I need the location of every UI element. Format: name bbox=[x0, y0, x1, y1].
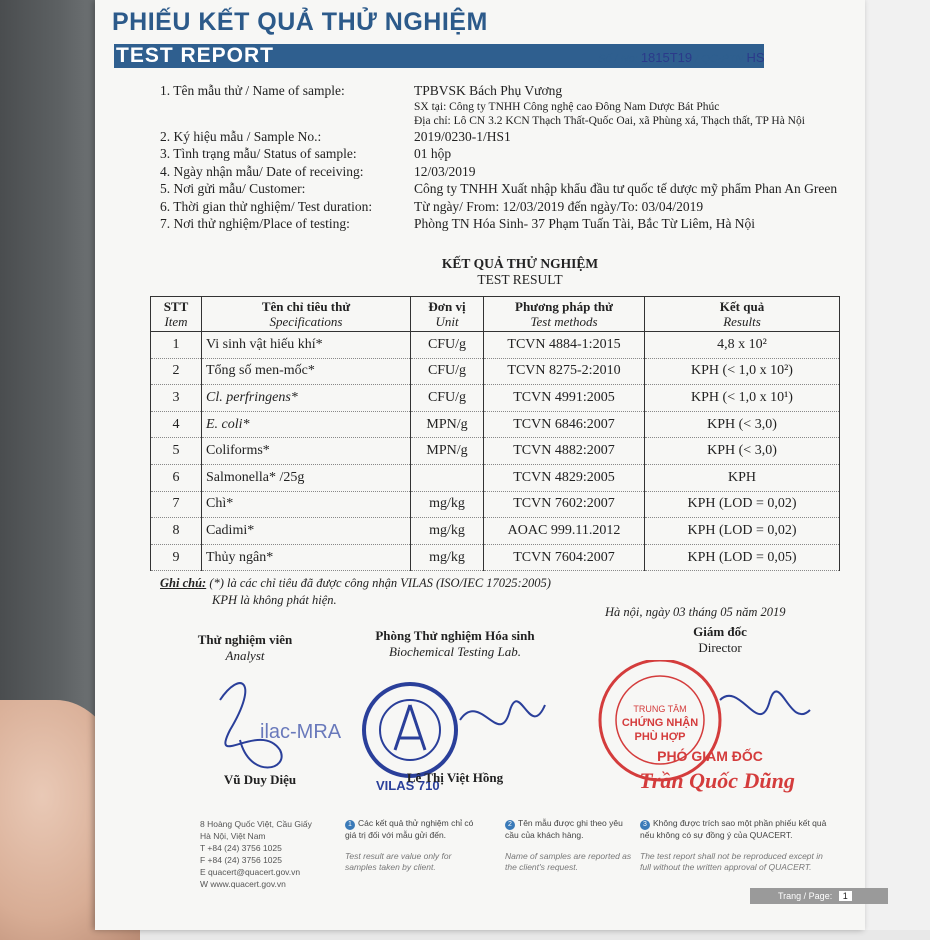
col-header-spec: Tên chỉ tiêu thử Specifications bbox=[202, 297, 411, 332]
cell-stt: 2 bbox=[151, 358, 202, 385]
footer-note-3-en: The test report shall not be reproduced except in full without the written approval of QUACERT. bbox=[640, 851, 823, 872]
info-value: SX tại: Công ty TNHH Công nghệ cao Đông Nam Dược Bát Phúc bbox=[414, 100, 720, 113]
cell-unit: CFU/g bbox=[411, 358, 484, 385]
cell-stt: 3 bbox=[151, 385, 202, 412]
cell-method: TCVN 4882:2007 bbox=[484, 438, 645, 465]
table-row bbox=[151, 464, 840, 491]
address-line: W www.quacert.gov.vn bbox=[200, 879, 286, 889]
cell-unit: mg/kg bbox=[411, 491, 484, 518]
cell-result: KPH (< 3,0) bbox=[645, 411, 840, 438]
cell-result: KPH (LOD = 0,05) bbox=[645, 544, 840, 571]
cell-result: KPH (< 3,0) bbox=[645, 438, 840, 465]
deputy-title: PHÓ GIÁM ĐỐC bbox=[657, 748, 763, 764]
deputy-name: Trần Quốc Dũng bbox=[639, 768, 795, 793]
result-heading-vn: KẾT QUẢ THỬ NGHIỆM bbox=[441, 256, 599, 271]
col-header-stt: STT Item bbox=[151, 297, 202, 332]
cell-result: KPH (< 1,0 x 10²) bbox=[645, 358, 840, 385]
table-row bbox=[151, 491, 840, 518]
info-value: 01 hộp bbox=[414, 146, 452, 161]
cell-spec: Tổng số men-mốc* bbox=[202, 358, 411, 385]
lab-title: Phòng Thử nghiệm Hóa sinh bbox=[375, 628, 535, 643]
report-number-suffix: / QC-PTN bbox=[695, 53, 744, 65]
col-header-result: Kết quả Results bbox=[645, 297, 840, 332]
table-row bbox=[151, 438, 840, 465]
info-label: 3. Tình trạng mẫu/ Status of sample: bbox=[160, 146, 357, 161]
info-row bbox=[160, 198, 860, 216]
result-heading bbox=[420, 256, 620, 288]
svg-text:ilac-MRA: ilac-MRA bbox=[260, 721, 342, 743]
cell-unit: MPN/g bbox=[411, 411, 484, 438]
info-label: 2. Ký hiệu mẫu / Sample No.: bbox=[160, 128, 322, 144]
info-label: 5. Nơi gửi mẫu/ Customer: bbox=[160, 181, 306, 196]
analyst-title-en: Analyst bbox=[225, 648, 265, 663]
analyst-name: Vũ Duy Diệu bbox=[223, 772, 297, 787]
cell-spec: Coliforms* bbox=[202, 438, 411, 465]
info-label: 6. Thời gian thử nghiệm/ Test duration: bbox=[160, 198, 373, 214]
info-value: TPBVSK Bách Phụ Vương bbox=[414, 83, 563, 98]
footer-note-1: 1 Các kết quả thử nghiệm chỉ có giá trị đối với mẫu gửi đến. Test result are value only for samples taken by client. bbox=[345, 818, 474, 872]
cell-spec: Cl. perfringens* bbox=[202, 385, 411, 412]
info-label: 7. Nơi thử nghiệm/Place of testing: bbox=[160, 216, 350, 231]
address-line: 8 Hoàng Quốc Việt, Cầu Giấy bbox=[200, 819, 312, 829]
cell-result: 4,8 x 10² bbox=[645, 332, 840, 359]
info-label bbox=[160, 100, 414, 114]
info-row bbox=[160, 128, 860, 146]
cell-unit: CFU/g bbox=[411, 332, 484, 359]
cell-spec: Chì* bbox=[202, 491, 411, 518]
svg-text:CHỨNG NHẬN: CHỨNG NHẬN bbox=[621, 717, 699, 729]
cell-method: TCVN 8275-2:2010 bbox=[484, 358, 645, 385]
col-header-method: Phương pháp thử Test methods bbox=[484, 297, 645, 332]
svg-text:TRUNG TÂM: TRUNG TÂM bbox=[633, 704, 687, 714]
results-table bbox=[150, 296, 840, 571]
result-heading-en: TEST RESULT bbox=[477, 272, 563, 287]
footer-note-2-en: Name of samples are reported as the client's request. bbox=[505, 851, 632, 872]
footer-note-3: 3 Không được trích sao một phần phiếu kết quả nếu không có sự đồng ý của QUACERT. The test report shall not be reproduced except in full without the written approval of QUACERT. bbox=[640, 818, 830, 873]
info-row bbox=[160, 215, 860, 233]
cell-stt: 5 bbox=[151, 438, 202, 465]
cell-method: TCVN 4829:2005 bbox=[484, 464, 645, 491]
footer-note-3-vn: Không được trích sao một phần phiếu kết quả nếu không có sự đồng ý của QUACERT. bbox=[640, 818, 827, 840]
cell-spec: Thủy ngân* bbox=[202, 544, 411, 571]
sample-info bbox=[160, 82, 860, 233]
table-row bbox=[151, 518, 840, 545]
cell-method: TCVN 7604:2007 bbox=[484, 544, 645, 571]
cell-method: TCVN 4991:2005 bbox=[484, 385, 645, 412]
cell-method: TCVN 4884-1:2015 bbox=[484, 332, 645, 359]
info-row bbox=[160, 114, 860, 128]
cell-spec: Cadimi* bbox=[202, 518, 411, 545]
cell-method: TCVN 7602:2007 bbox=[484, 491, 645, 518]
cell-unit: mg/kg bbox=[411, 518, 484, 545]
address-line: F +84 (24) 3756 1025 bbox=[200, 855, 282, 865]
table-row bbox=[151, 544, 840, 571]
report-number bbox=[598, 50, 765, 65]
cell-spec: Vi sinh vật hiếu khí* bbox=[202, 332, 411, 359]
cell-stt: 6 bbox=[151, 464, 202, 491]
footer-note-1-vn: Các kết quả thử nghiệm chỉ có giá trị đối với mẫu gửi đến. bbox=[345, 818, 474, 840]
cell-spec: E. coli* bbox=[202, 411, 411, 438]
page-indicator bbox=[750, 888, 888, 904]
report-number-suffix-value: HS bbox=[746, 50, 765, 65]
page-number: 1 bbox=[839, 891, 852, 901]
svg-text:VILAS 710: VILAS 710 bbox=[376, 778, 440, 793]
cell-stt: 9 bbox=[151, 544, 202, 571]
director-title: Giám đốc bbox=[693, 624, 747, 639]
info-row bbox=[160, 145, 860, 163]
cell-stt: 4 bbox=[151, 411, 202, 438]
cell-unit: CFU/g bbox=[411, 385, 484, 412]
cell-unit: MPN/g bbox=[411, 438, 484, 465]
info-value: 12/03/2019 bbox=[414, 163, 476, 179]
director-signature-block bbox=[660, 624, 780, 656]
table-row bbox=[151, 411, 840, 438]
footer-address bbox=[200, 818, 312, 890]
director-title-en: Director bbox=[698, 640, 742, 655]
cell-result: KPH (LOD = 0,02) bbox=[645, 518, 840, 545]
cell-method: TCVN 6846:2007 bbox=[484, 411, 645, 438]
report-number-label: Số / No: bbox=[598, 53, 638, 65]
info-label: 4. Ngày nhận mẫu/ Date of receiving: bbox=[160, 163, 364, 179]
info-value: Địa chỉ: Lô CN 3.2 KCN Thạch Thất-Quốc Oai, xã Phùng xá, Thạch thất, TP Hà Nội bbox=[414, 114, 805, 127]
info-value: Phòng TN Hóa Sinh- 37 Phạm Tuấn Tài, Bắc Từ Liêm, Hà Nội bbox=[414, 216, 756, 231]
address-line: T +84 (24) 3756 1025 bbox=[200, 843, 282, 853]
cell-result: KPH (< 1,0 x 10¹) bbox=[645, 385, 840, 412]
report-number-value: 1815T19 bbox=[640, 50, 693, 65]
address-line: Hà Nội, Việt Nam bbox=[200, 831, 266, 841]
footnote bbox=[160, 575, 551, 609]
cell-unit bbox=[411, 464, 484, 491]
address-line: E quacert@quacert.gov.vn bbox=[200, 867, 301, 877]
cell-stt: 7 bbox=[151, 491, 202, 518]
cell-stt: 1 bbox=[151, 332, 202, 359]
svg-text:PHÙ HỢP: PHÙ HỢP bbox=[634, 731, 686, 743]
footer-note-2: 2 Tên mẫu được ghi theo yêu cầu của khách hàng. Name of samples are reported as the client's request. bbox=[505, 818, 635, 873]
footer-note-2-vn: Tên mẫu được ghi theo yêu cầu của khách hàng. bbox=[505, 818, 623, 840]
document-title-en: TEST REPORT bbox=[116, 44, 275, 67]
director-signature bbox=[720, 691, 810, 714]
col-header-unit: Đơn vị Unit bbox=[411, 297, 484, 332]
cell-stt: 8 bbox=[151, 518, 202, 545]
table-row bbox=[151, 358, 840, 385]
info-value: 2019/0230-1/HS1 bbox=[414, 128, 511, 144]
analyst-title: Thử nghiệm viên bbox=[197, 632, 293, 647]
lab-signature-block bbox=[345, 628, 565, 660]
footnote-label: Ghi chú: bbox=[160, 576, 207, 590]
footnote-line2: KPH là không phát hiện. bbox=[212, 593, 337, 607]
issue-date: Hà nội, ngày 03 tháng 05 năm 2019 bbox=[605, 605, 786, 619]
info-row bbox=[160, 82, 860, 100]
cell-method: AOAC 999.11.2012 bbox=[484, 518, 645, 545]
ilac-mra-stamp bbox=[260, 721, 342, 743]
table-row bbox=[151, 385, 840, 412]
cell-spec: Salmonella* /25g bbox=[202, 464, 411, 491]
page-label: Trang / Page: bbox=[778, 891, 833, 901]
cell-unit: mg/kg bbox=[411, 544, 484, 571]
info-value: Công ty TNHH Xuất nhập khẩu đầu tư quốc tế dược mỹ phẩm Phan An Green bbox=[414, 181, 838, 196]
footnote-line1: (*) là các chỉ tiêu đã được công nhận VILAS (ISO/IEC 17025:2005) bbox=[209, 576, 551, 590]
lab-title-en: Biochemical Testing Lab. bbox=[388, 644, 522, 659]
lab-head-name: Lê Thị Việt Hồng bbox=[406, 770, 504, 785]
info-row bbox=[160, 163, 860, 181]
info-row bbox=[160, 180, 860, 198]
lab-signature bbox=[460, 701, 545, 724]
info-label bbox=[160, 114, 414, 128]
document-title-vn: PHIẾU KẾT QUẢ THỬ NGHIỆM bbox=[112, 8, 488, 36]
table-row bbox=[151, 332, 840, 359]
footer-note-1-en: Test result are value only for samples taken by client. bbox=[345, 851, 452, 872]
cell-result: KPH bbox=[645, 464, 840, 491]
info-value: Từ ngày/ From: 12/03/2019 đến ngày/To: 03/04/2019 bbox=[414, 198, 704, 214]
info-label: 1. Tên mẫu thử / Name of sample: bbox=[160, 83, 345, 98]
info-row bbox=[160, 100, 860, 114]
cell-result: KPH (LOD = 0,02) bbox=[645, 491, 840, 518]
